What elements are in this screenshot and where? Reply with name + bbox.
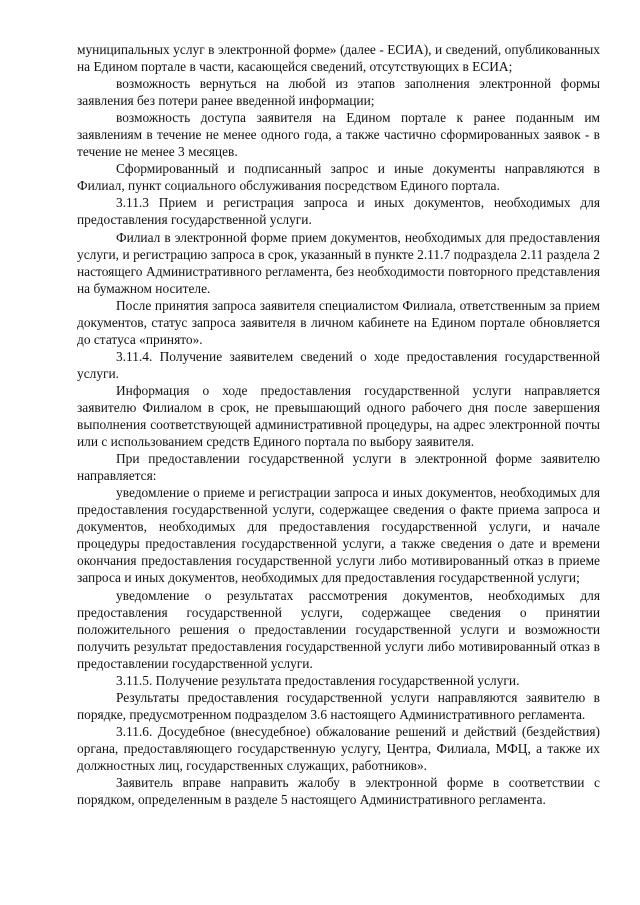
- paragraph-registration-notification: уведомление о приеме и регистрации запроса и иных документов, необходимых для предоставления государственной услуги, содержащее сведения о факте приема запроса и документов, необходимых для предоставления государственной услуги, и начале процедуры предоставления государственной услуги, а также сведения о дате и времени окончания предоставления государственной услуги либо мотивированный отказ в приеме запроса и иных документов, необходимых для предоставления государственной услуги;: [77, 485, 600, 586]
- section-heading-3-11-6: 3.11.6. Досудебное (внесудебное) обжалование решений и действий (бездействия) органа, предоставляющего государственную услугу, Центра, Филиала, МФЦ, а также их должностных лиц, государственных служащих, работников».: [77, 723, 600, 773]
- section-heading-3-11-5: 3.11.5. Получение результата предоставления государственной услуги.: [116, 672, 520, 688]
- paragraph-status-accepted: После принятия запроса заявителя специалистом Филиала, ответственным за прием документов, статус запроса заявителя в личном кабинете на Едином портале обновляется до статуса «принято».: [77, 297, 600, 347]
- document-page: [77, 41, 600, 808]
- section-heading-3-11-3: 3.11.3 Прием и регистрация запроса и иных документов, необходимых для предоставления государственной услуги.: [77, 195, 600, 228]
- paragraph-access-previous-applications: возможность доступа заявителя на Едином портале к ранее поданным им заявлениям в течение не менее одного года, а также частично сформированных заявок - в течение не менее 3 месяцев.: [77, 110, 600, 160]
- paragraph-return-to-step: возможность вернуться на любой из этапов заполнения электронной формы заявления без потери ранее введенной информации;: [77, 76, 600, 109]
- paragraph-electronic-notifications-intro: При предоставлении государственной услуги в электронной форме заявителю направляется:: [77, 451, 600, 484]
- paragraph-electronic-complaint: Заявитель вправе направить жалобу в электронной форме в соответствии с порядком, определенным в разделе 5 настоящего Административного регламента.: [77, 775, 600, 808]
- paragraph-esia-continuation: муниципальных услуг в электронной форме» (далее - ЕСИА), и сведений, опубликованных на Едином портале в части, касающейся сведений, отсутствующих в ЕСИА;: [77, 42, 600, 75]
- section-heading-3-11-4: 3.11.4. Получение заявителем сведений о ходе предоставления государственной услуги.: [77, 348, 600, 381]
- paragraph-branch-receives-documents: Филиал в электронной форме прием документов, необходимых для предоставления услуги, и регистрацию запроса в срок, указанный в пункте 2.11.7 подраздела 2.11 раздела 2 настоящего Административного регламента, без необходимости повторного представления на бумажном носителе.: [77, 229, 600, 296]
- paragraph-results-delivery: Результаты предоставления государственной услуги направляются заявителю в порядке, предусмотренном подразделом 3.6 настоящего Административного регламента.: [77, 689, 600, 722]
- paragraph-request-sent-to-branch: Сформированный и подписанный запрос и иные документы направляются в Филиал, пункт социального обслуживания посредством Единого портала.: [77, 161, 600, 194]
- paragraph-progress-information: Информация о ходе предоставления государственной услуги направляется заявителю Филиалом в срок, не превышающий одного рабочего дня после завершения выполнения соответствующей административной процедуры, на адрес электронной почты или с использованием средств Единого портала по выбору заявителя.: [77, 382, 600, 450]
- paragraph-review-results-notification: уведомление о результатах рассмотрения документов, необходимых для предоставления государственной услуги, содержащее сведения о принятии положительного решения о предоставлении государственной услуги и возможности получить результат предоставления государственной услуги либо мотивированный отказ в предоставлении государственной услуги.: [77, 587, 600, 671]
